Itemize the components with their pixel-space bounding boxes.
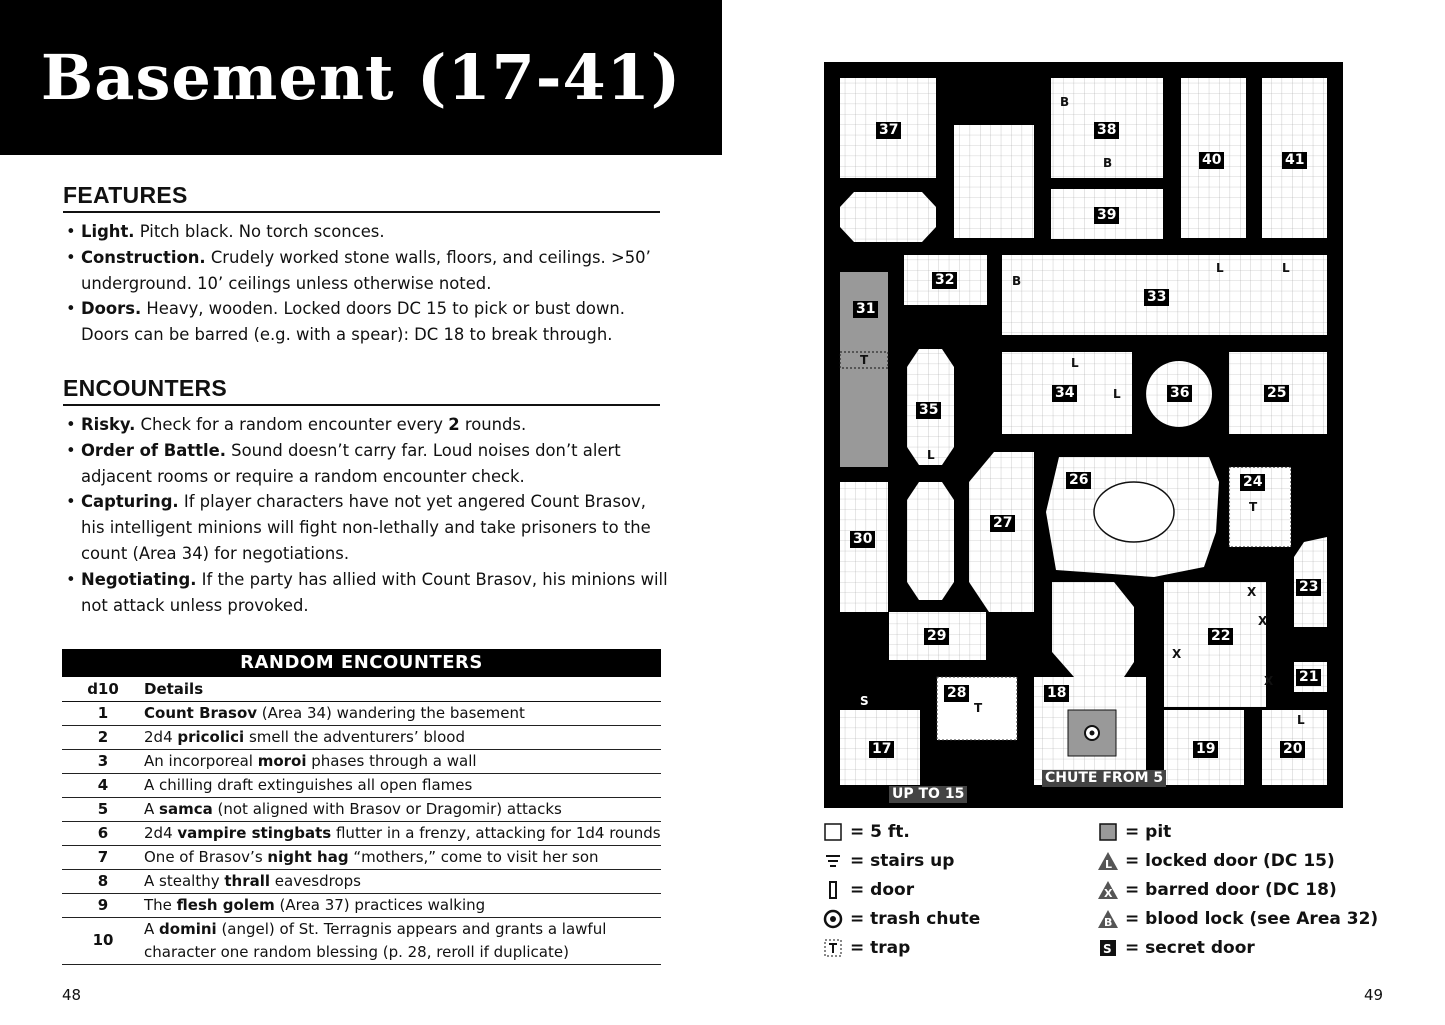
details-post: smell the adventurers’ blood	[244, 727, 465, 746]
details-post: flutter in a frenzy, attacking for 1d4 rounds	[331, 823, 661, 842]
page-number-right: 49	[1364, 986, 1384, 1004]
table-row	[62, 725, 661, 749]
locked-door-icon: L	[1071, 356, 1079, 370]
room-label: 19	[1193, 741, 1218, 758]
locked-door-icon: L	[1282, 261, 1290, 275]
barred-door-icon: X	[1247, 585, 1257, 599]
legend-label: = pit	[1125, 822, 1172, 842]
details-cell	[144, 701, 661, 725]
legend-label: = door	[850, 880, 915, 900]
details-post: (not aligned with Brasov or Dragomir) attacks	[212, 799, 562, 818]
room-label: 33	[1144, 289, 1169, 306]
table-row	[62, 845, 661, 869]
details-post: “mothers,” come to visit her son	[348, 847, 599, 866]
room-label: 38	[1094, 122, 1119, 139]
random-encounters-table	[62, 649, 661, 965]
details-pre: An incorporeal	[144, 751, 258, 770]
room-label: 37	[876, 122, 901, 139]
list-item: • Capturing. If player characters have not yet angered Count Brasov, his intelligent minions will fight non-lethally and take prisoners to the count (Area 34) for negotiations.	[63, 489, 673, 566]
up-stairs-label: UP TO 15	[889, 786, 967, 803]
details-b: moroi	[257, 751, 307, 770]
features-list	[63, 219, 673, 348]
details-pre: A	[144, 799, 160, 818]
trash-chute-icon	[822, 909, 844, 929]
legend-item	[822, 880, 914, 900]
details-post: eavesdrops	[270, 871, 361, 890]
d10-cell: 5	[62, 797, 144, 821]
locked-door-icon: L	[1216, 261, 1224, 275]
details-b: pricolici	[177, 727, 245, 746]
details-post: (angel) of St. Terragnis appears and grants a lawful character one random blessing (p. 28, reroll if duplicate)	[144, 919, 607, 961]
room-label: 28	[944, 685, 969, 702]
table-row	[62, 821, 661, 845]
room-corridor-b	[1052, 582, 1134, 677]
square-icon	[822, 823, 844, 841]
locked-door-icon: L	[1113, 387, 1121, 401]
pit-icon	[1097, 823, 1119, 841]
details-pre: A	[144, 919, 160, 938]
page-number-left: 48	[62, 986, 82, 1004]
blood-lock-icon: B	[1103, 156, 1113, 170]
barred-door-icon: X	[1264, 674, 1274, 688]
table-row	[62, 893, 661, 917]
svg-text:L: L	[1105, 858, 1113, 871]
room-label: 29	[924, 628, 949, 645]
column-header-d10: d10	[62, 677, 144, 701]
table-row	[62, 773, 661, 797]
legend-label: = 5 ft.	[850, 822, 910, 842]
details-post: phases through a wall	[306, 751, 477, 770]
details-b: domini	[159, 919, 217, 938]
details-b: samca	[159, 799, 213, 818]
d10-cell: 8	[62, 869, 144, 893]
pool-shape	[1094, 482, 1174, 542]
trap-icon	[822, 939, 844, 957]
table-caption: RANDOM ENCOUNTERS	[62, 649, 661, 677]
details-pre: A stealthy	[144, 871, 225, 890]
locked-door-icon: L	[1297, 713, 1305, 727]
d10-cell: 1	[62, 701, 144, 725]
svg-text:S: S	[1103, 942, 1112, 956]
stairs-up-icon	[822, 852, 844, 870]
details-cell	[144, 797, 661, 821]
legend-label: = barred door (DC 18)	[1125, 880, 1337, 900]
room-corridor-a	[954, 125, 1034, 238]
locked-door-icon: L	[927, 448, 935, 462]
legend-item	[1097, 851, 1335, 871]
details-cell	[144, 749, 661, 773]
svg-text:B: B	[1104, 916, 1113, 929]
legend-label: = trap	[850, 938, 911, 958]
list-item: • Risky. Check for a random encounter every 2 rounds.	[63, 412, 673, 438]
d10-cell: 4	[62, 773, 144, 797]
details-b: thrall	[224, 871, 271, 890]
d10-cell: 2	[62, 725, 144, 749]
legend-item	[1097, 880, 1337, 900]
details-b: Count Brasov	[144, 703, 258, 722]
room-label: 21	[1296, 669, 1321, 686]
room-octagon-2	[907, 482, 954, 600]
details-post: (Area 37) practices walking	[274, 895, 486, 914]
d10-cell: 6	[62, 821, 144, 845]
trap-icon: T	[1249, 500, 1258, 514]
room-label: 23	[1296, 579, 1321, 596]
room-label: 31	[853, 301, 878, 318]
blood-lock-icon: B	[1012, 274, 1022, 288]
legend-label: = trash chute	[850, 909, 981, 929]
room-label: 25	[1264, 385, 1289, 402]
legend-item	[1097, 822, 1171, 842]
room-label: 36	[1167, 385, 1192, 402]
list-item: • Negotiating. If the party has allied with Count Brasov, his minions will not attack unless provoked.	[63, 567, 673, 619]
secret-door-icon	[1097, 939, 1119, 957]
room-label: 17	[869, 741, 894, 758]
room-label: 22	[1208, 628, 1233, 645]
column-header-details: Details	[144, 677, 661, 701]
details-b: flesh golem	[176, 895, 275, 914]
details-pre: The	[144, 895, 177, 914]
legend-item	[822, 938, 910, 958]
room-label: 26	[1066, 472, 1091, 489]
room-label: 24	[1240, 474, 1265, 491]
list-item: • Order of Battle. Sound doesn’t carry far. Loud noises don’t alert adjacent rooms or require a random encounter check.	[63, 438, 673, 490]
room-label: 30	[850, 531, 875, 548]
table-header-row	[62, 677, 661, 701]
room-27	[969, 452, 1034, 612]
legend-item	[1097, 909, 1378, 929]
blood-lock-icon	[1097, 909, 1119, 929]
encounters-list	[63, 412, 673, 618]
table-row	[62, 917, 661, 964]
d10-cell: 9	[62, 893, 144, 917]
barred-door-icon: X	[1258, 614, 1268, 628]
details-pre: 2d4	[144, 727, 178, 746]
legend-item	[1097, 938, 1255, 958]
chute-label: CHUTE FROM 5	[1042, 770, 1166, 787]
encounters-heading: ENCOUNTERS	[63, 374, 660, 406]
list-item: • Construction. Crudely worked stone walls, floors, and ceilings. >50’ underground. 10’ ceilings unless otherwise noted.	[63, 245, 673, 297]
legend-item	[822, 851, 954, 871]
room-label: 39	[1094, 207, 1119, 224]
list-item: • Doors. Heavy, wooden. Locked doors DC 15 to pick or bust down. Doors can be barred (e.g. with a spear): DC 18 to break through.	[63, 296, 673, 348]
details-cell	[144, 821, 661, 845]
details-cell	[144, 917, 661, 964]
details-cell	[144, 845, 661, 869]
room-octagon	[840, 192, 936, 242]
blood-lock-icon: B	[1060, 95, 1070, 109]
room-label: 35	[916, 402, 941, 419]
svg-text:X: X	[1104, 887, 1113, 900]
details-cell	[144, 869, 661, 893]
page-title: Basement (17-41)	[0, 0, 722, 155]
room-label: 20	[1280, 741, 1305, 758]
legend-label: = secret door	[1125, 938, 1255, 958]
table-row	[62, 749, 661, 773]
table-row	[62, 701, 661, 725]
room-label: 18	[1044, 685, 1069, 702]
details-cell	[144, 725, 661, 749]
d10-cell: 7	[62, 845, 144, 869]
map-grid-svg	[824, 62, 1343, 808]
barred-door-icon	[1097, 880, 1119, 900]
room-label: 40	[1199, 152, 1224, 169]
details-cell	[144, 893, 661, 917]
trap-icon: T	[860, 353, 869, 367]
list-item: • Light. Pitch black. No torch sconces.	[63, 219, 673, 245]
table-row	[62, 797, 661, 821]
barred-door-icon: X	[1172, 647, 1182, 661]
dungeon-map	[824, 62, 1343, 808]
table-row	[62, 869, 661, 893]
legend-label: = blood lock (see Area 32)	[1125, 909, 1379, 929]
trap-icon: T	[974, 701, 983, 715]
legend-label: = stairs up	[850, 851, 955, 871]
details-cell	[144, 773, 661, 797]
details-post: (Area 34) wandering the basement	[257, 703, 525, 722]
d10-cell: 3	[62, 749, 144, 773]
legend-item	[822, 822, 910, 842]
room-label: 34	[1052, 385, 1077, 402]
legend-label: = locked door (DC 15)	[1125, 851, 1335, 871]
legend-item	[822, 909, 980, 929]
locked-door-icon	[1097, 851, 1119, 871]
features-heading: FEATURES	[63, 181, 660, 213]
secret-door-icon: S	[860, 694, 869, 708]
details-pre: One of Brasov’s	[144, 847, 268, 866]
room-label: 41	[1282, 152, 1307, 169]
room-label: 27	[990, 515, 1015, 532]
details-pre: A chilling draft extinguishes all open flames	[144, 775, 473, 794]
room-label: 32	[932, 272, 957, 289]
details-b: night hag	[267, 847, 349, 866]
details-pre: 2d4	[144, 823, 178, 842]
door-icon	[822, 881, 844, 899]
details-b: vampire stingbats	[177, 823, 332, 842]
d10-cell: 10	[62, 917, 144, 964]
